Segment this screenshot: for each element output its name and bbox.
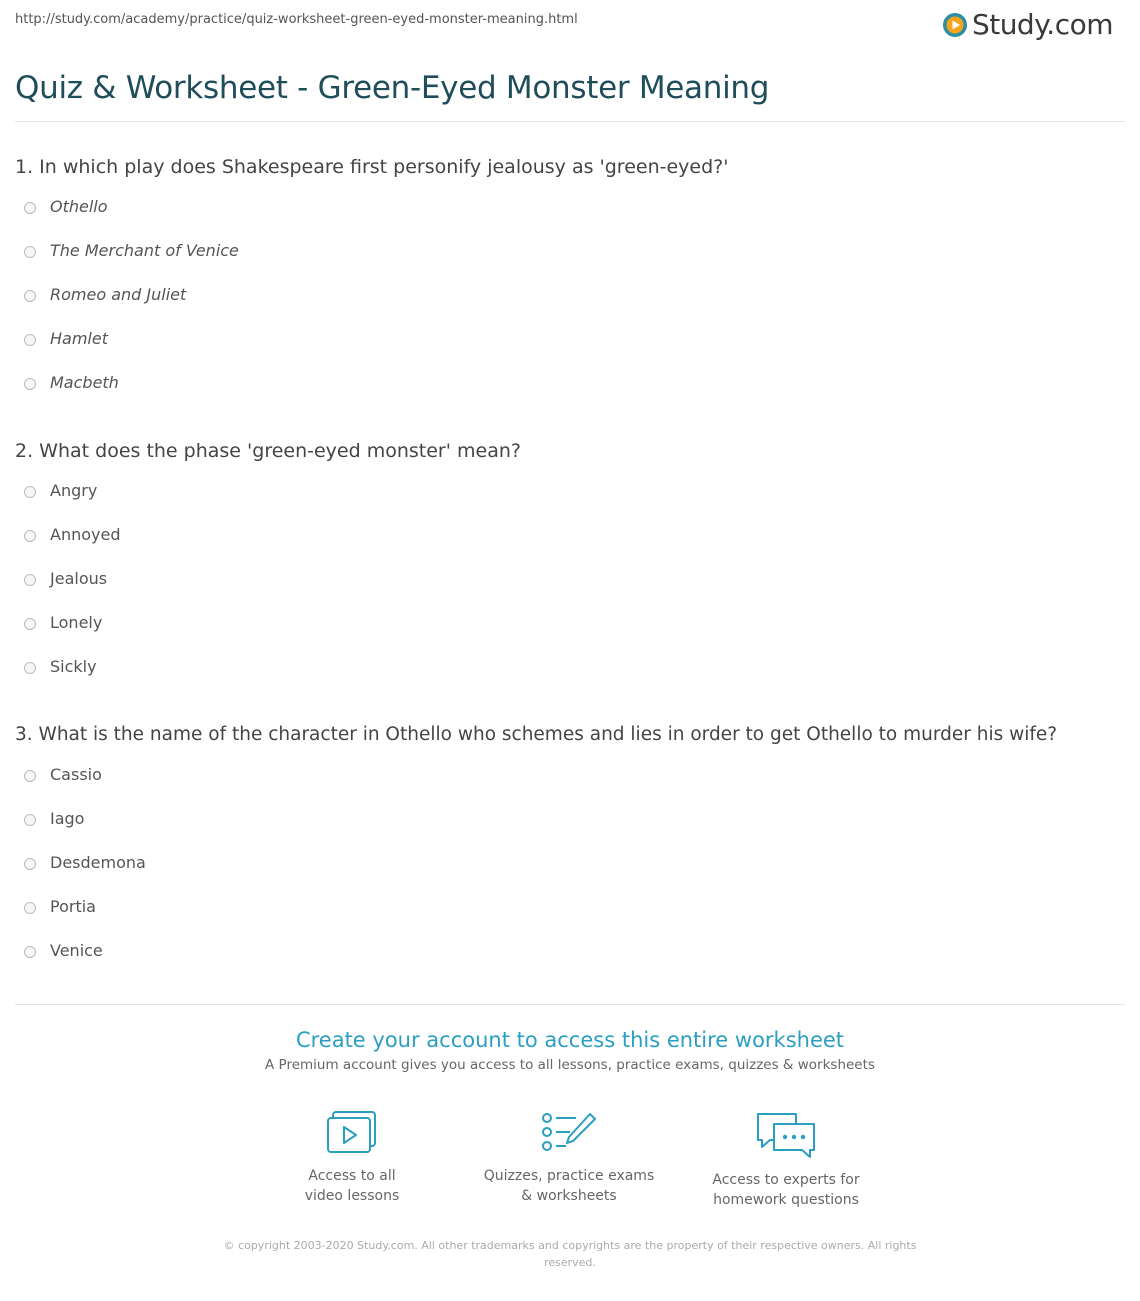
page-title: Quiz & Worksheet - Green-Eyed Monster Meaning	[15, 70, 770, 106]
answer-option[interactable]	[15, 808, 1130, 852]
radio-button[interactable]	[24, 662, 36, 674]
cta-title[interactable]: Create your account to access this entire worksheet	[295, 1028, 845, 1052]
question-text: 1. In which play does Shakespeare first personify jealousy as 'green-eyed?'	[15, 156, 729, 178]
option-label: Macbeth	[50, 373, 119, 392]
radio-button[interactable]	[24, 814, 36, 826]
option-label: Iago	[50, 809, 85, 828]
answer-option[interactable]	[15, 568, 1130, 612]
answer-option[interactable]	[15, 656, 1130, 700]
section-divider	[15, 1004, 1125, 1005]
question-text: 2. What does the phase 'green-eyed monster' mean?	[15, 440, 521, 462]
copyright-footer: © copyright 2003-2020 Study.com. All other trademarks and copyrights are the property of their respective owners. All rights reserved.	[223, 1239, 917, 1269]
answer-options	[15, 764, 1130, 984]
logo-text: Study.com	[971, 8, 1113, 41]
answer-option[interactable]	[15, 240, 1130, 284]
radio-button[interactable]	[24, 618, 36, 630]
answer-option[interactable]	[15, 940, 1130, 984]
option-label: Venice	[50, 941, 103, 960]
cta-subtitle: A Premium account gives you access to all lessons, practice exams, quizzes & worksheets	[265, 1057, 875, 1073]
question-1	[15, 153, 1130, 416]
answer-options	[15, 196, 1130, 416]
feature-line: video lessons	[304, 1188, 400, 1204]
feature-experts	[686, 1110, 886, 1210]
radio-button[interactable]	[24, 530, 36, 542]
option-label: Romeo and Juliet	[50, 285, 187, 304]
answer-option[interactable]	[15, 284, 1130, 328]
radio-button[interactable]	[24, 202, 36, 214]
option-label: Hamlet	[50, 329, 108, 348]
option-label: Jealous	[50, 569, 108, 588]
radio-button[interactable]	[24, 946, 36, 958]
answer-option[interactable]	[15, 896, 1130, 940]
option-label: Portia	[50, 897, 96, 916]
option-label: The Merchant of Venice	[50, 241, 239, 260]
feature-line: & worksheets	[521, 1188, 617, 1204]
radio-button[interactable]	[24, 246, 36, 258]
option-label: Annoyed	[50, 525, 121, 544]
answer-option[interactable]	[15, 372, 1130, 416]
radio-button[interactable]	[24, 902, 36, 914]
answer-option[interactable]	[15, 480, 1130, 524]
answer-option[interactable]	[15, 196, 1130, 240]
play-circle-logo-icon	[942, 12, 968, 38]
radio-button[interactable]	[24, 378, 36, 390]
answer-options	[15, 480, 1130, 700]
answer-option[interactable]	[15, 764, 1130, 808]
option-label: Cassio	[50, 765, 102, 784]
question-2	[15, 437, 1130, 700]
feature-line: Quizzes, practice exams	[483, 1168, 655, 1184]
answer-option[interactable]	[15, 612, 1130, 656]
question-text: 3. What is the name of the character in Othello who schemes and lies in order to get Othello to murder his wife?	[15, 724, 1058, 745]
feature-video-lessons	[252, 1110, 452, 1206]
feature-label	[686, 1170, 886, 1210]
radio-button[interactable]	[24, 334, 36, 346]
option-label: Angry	[50, 481, 98, 500]
option-label: Lonely	[50, 613, 103, 632]
video-lesson-icon	[325, 1110, 379, 1156]
option-label: Sickly	[50, 657, 97, 676]
radio-button[interactable]	[24, 858, 36, 870]
answer-option[interactable]	[15, 328, 1130, 372]
page-url: http://study.com/academy/practice/quiz-worksheet-green-eyed-monster-meaning.html	[15, 12, 578, 27]
feature-line: Access to experts for	[712, 1172, 860, 1188]
radio-button[interactable]	[24, 486, 36, 498]
title-divider	[15, 121, 1125, 122]
answer-option[interactable]	[15, 524, 1130, 568]
question-3	[15, 721, 1130, 984]
chat-bubbles-icon	[754, 1110, 818, 1160]
study-logo[interactable]	[942, 8, 1113, 41]
radio-button[interactable]	[24, 574, 36, 586]
feature-label	[252, 1166, 452, 1206]
option-label: Othello	[50, 197, 108, 216]
option-label: Desdemona	[50, 853, 146, 872]
radio-button[interactable]	[24, 770, 36, 782]
radio-button[interactable]	[24, 290, 36, 302]
feature-label	[469, 1166, 669, 1206]
quiz-checklist-icon	[540, 1110, 598, 1156]
feature-line: Access to all	[308, 1168, 396, 1184]
feature-quizzes	[469, 1110, 669, 1206]
answer-option[interactable]	[15, 852, 1130, 896]
feature-line: homework questions	[713, 1192, 859, 1208]
